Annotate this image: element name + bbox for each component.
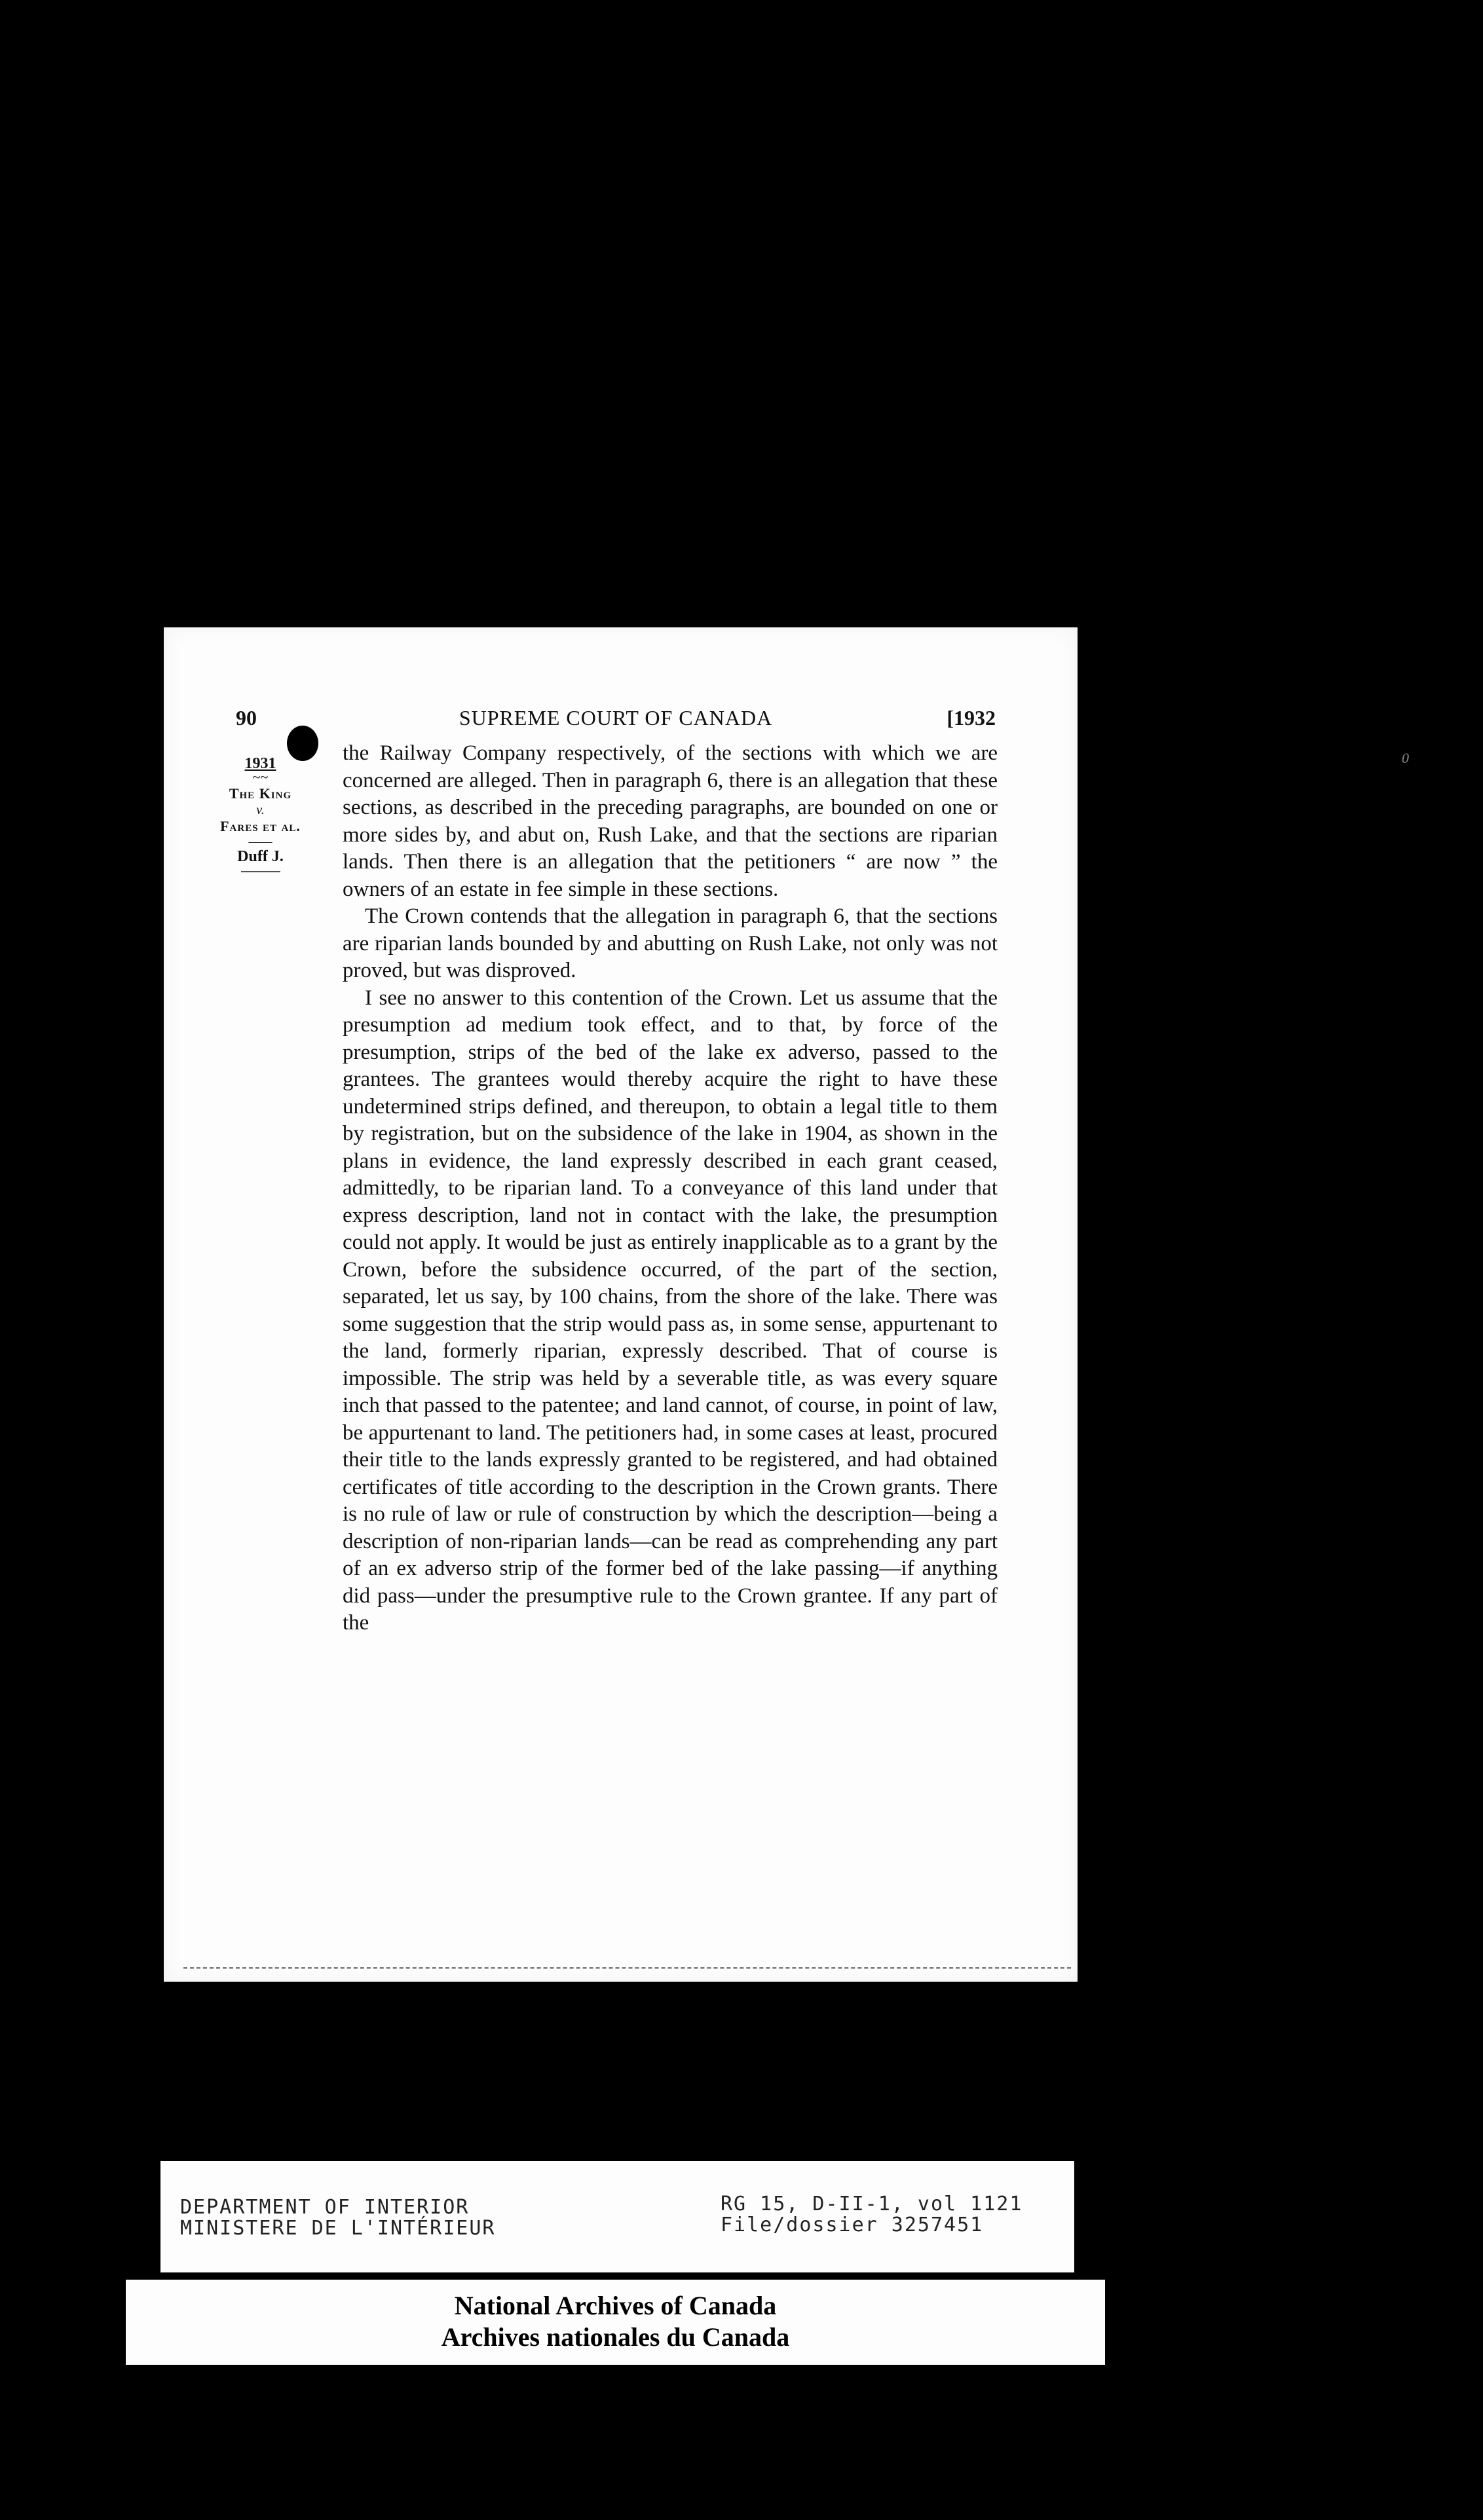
archives-label <box>126 2280 1105 2365</box>
margin-note <box>203 753 318 872</box>
department-name-en: DEPARTMENT OF INTERIOR <box>180 2196 470 2219</box>
margin-judge: Duff J. <box>237 848 284 865</box>
margin-tilde: ~~ <box>252 769 269 785</box>
file-number: File/dossier 3257451 <box>721 2214 984 2236</box>
body-text <box>343 740 998 1637</box>
paragraph-1: the Railway Company respectively, of the sections with which we are concerned are alleged. Then in paragraph 6, there is an allegation that these sections, as described in the preceding paragraphs, are bounded on one or more sides by, and abut on, Rush Lake, and that the sections are riparian lands. Then there is an allegation that the petitioners “ are now ” the owners of an estate in fee simple in these sections. <box>343 741 998 901</box>
margin-versus: v. <box>256 803 265 817</box>
record-reference <box>721 2194 1023 2236</box>
archives-name-fr: Archives nationales du Canada <box>441 2322 790 2352</box>
margin-dots: —— <box>248 835 272 848</box>
department-name <box>180 2197 495 2239</box>
margin-case-defendant: Fares et al. <box>220 818 301 834</box>
margin-year: 1931 <box>244 755 276 772</box>
archives-name-en: National Archives of Canada <box>454 2291 777 2320</box>
margin-rule <box>241 871 280 872</box>
department-label <box>160 2161 1074 2272</box>
page-number: 90 <box>236 706 257 730</box>
scanned-page <box>164 627 1078 1982</box>
margin-case-plaintiff: The King <box>229 785 292 802</box>
record-group: RG 15, D-II-1, vol 1121 <box>721 2193 1023 2215</box>
page-bottom-rule <box>183 1967 1071 1970</box>
stray-mark: 0 <box>1402 750 1409 766</box>
department-name-fr: MINISTERE DE L'INTÉRIEUR <box>180 2217 496 2240</box>
paragraph-3: I see no answer to this contention of the Crown. Let us assume that the presumption ad medium took effect, and to that, by force of the presumption, strips of the bed of the lake ex adverso, passed to the grantees. The grantees would thereby acquire the right to have these undetermined strips defined, and thereupon, to obtain a legal title to them by registration, but on the subsidence of the lake in 1904, as shown in the plans in evidence, the land expressly described in each grant ceased, admittedly, to be riparian land. To a conveyance of this land under that express description, land not in contact with the lake, the presumption could not apply. It would be just as entirely inapplicable as to a grant by the Crown, before the subsidence occurred, of the part of the section, separated, let us say, by 100 chains, from the shore of the lake. There was some suggestion that the strip would pass as, in some sense, appurtenant to the land, formerly riparian, expressly described. That of course is impossible. The strip was held by a severable title, as was every square inch that passed to the patentee; and land cannot, of course, in point of law, be appurtenant to land. The petitioners had, in some cases at least, procured their title to the lands expressly granted to be registered, and had obtained certificates of title according to the description in the Crown grants. There is no rule of law or rule of construction by which the description—being a description of non-riparian lands—can be read as comprehending any part of an ex adverso strip of the former bed of the lake passing—if anything did pass—under the presumptive rule to the Crown grantee. If any part of the <box>343 986 998 1635</box>
page-header <box>236 706 996 732</box>
paragraph-2: The Crown contends that the allegation in paragraph 6, that the sections are riparian lands bounded by and abutting on Rush Lake, not only was not proved, but was disproved. <box>343 904 998 982</box>
running-title: SUPREME COURT OF CANADA <box>459 706 773 730</box>
year-bracket: [1932 <box>947 706 996 730</box>
